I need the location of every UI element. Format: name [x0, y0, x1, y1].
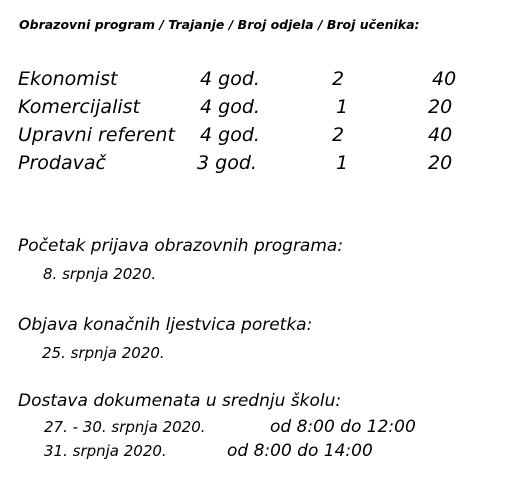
delivery-date: 31. srpnja 2020. [44, 442, 167, 460]
program-duration: 4 god. [200, 68, 260, 90]
program-table [0, 0, 508, 200]
program-name: Komercijalist [18, 96, 140, 118]
program-classes: 2 [332, 68, 345, 90]
application-start-date: 8. srpnja 2020. [43, 265, 157, 283]
ranking-date: 25. srpnja 2020. [42, 344, 165, 362]
program-students: 40 [432, 68, 457, 90]
table-header: Obrazovni program / Trajanje / Broj odjela / Broj učenika: [19, 17, 420, 32]
program-name: Ekonomist [18, 68, 118, 90]
program-classes: 1 [336, 152, 349, 174]
program-name: Upravni referent [18, 124, 175, 146]
delivery-date: 27. - 30. srpnja 2020. [44, 418, 206, 436]
program-students: 20 [428, 152, 453, 174]
program-duration: 4 god. [200, 124, 260, 146]
program-students: 40 [428, 124, 453, 146]
program-duration: 4 god. [200, 96, 260, 118]
application-start-title: Početak prijava obrazovnih programa: [18, 236, 344, 256]
delivery-time: od 8:00 do 14:00 [227, 441, 373, 461]
program-name: Prodavač [18, 152, 106, 174]
program-duration: 3 god. [197, 152, 257, 174]
program-classes: 2 [332, 124, 345, 146]
ranking-title: Objava konačnih ljestvica poretka: [18, 315, 313, 335]
delivery-time: od 8:00 do 12:00 [270, 417, 416, 437]
program-students: 20 [428, 96, 453, 118]
delivery-title: Dostava dokumenata u srednju školu: [18, 391, 342, 411]
program-classes: 1 [336, 96, 349, 118]
